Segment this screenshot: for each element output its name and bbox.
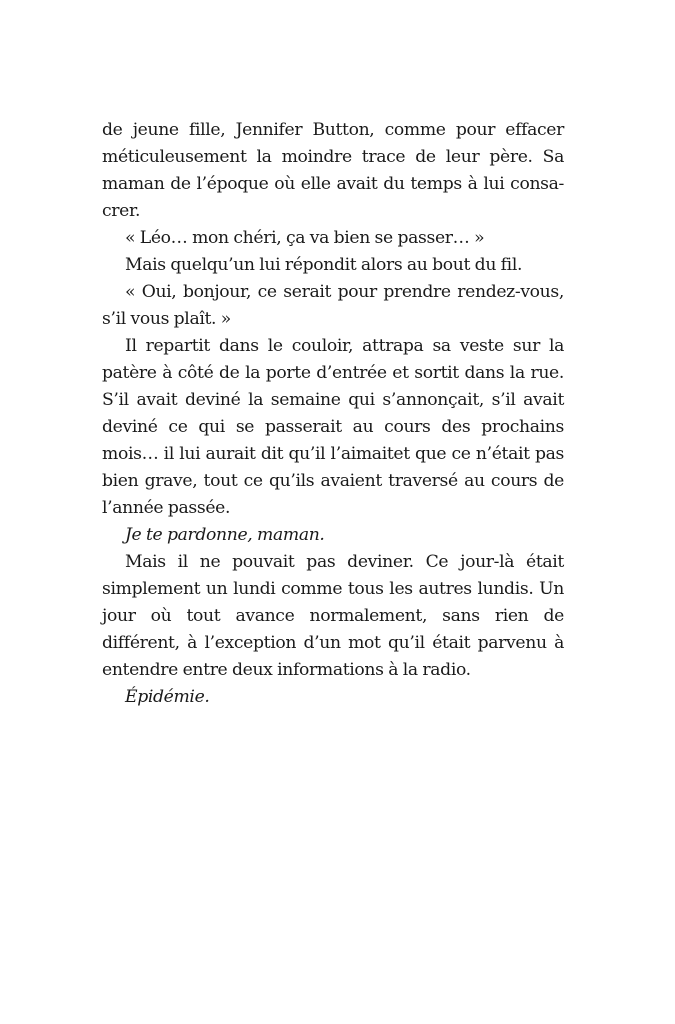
book-page-text bbox=[102, 117, 564, 711]
paragraph-dialogue-leo: « Léo… mon chéri, ça va bien se passer… » bbox=[125, 228, 485, 248]
paragraph-continuation: de jeune fille, Jennifer Button, comme pour effacer méticuleusement la moindre trace de leur père. Sa maman de l’époque où elle avait du temps à lui consa-crer. bbox=[102, 120, 564, 221]
paragraph-italic-epidemic bbox=[102, 684, 564, 711]
italic-text: Je te pardonne, maman. bbox=[125, 525, 325, 545]
paragraph-monday: Mais il ne pouvait pas deviner. Ce jour-là était simplement un lundi comme tous les autres lundis. Un jour où tout avance normalement, sans rien de différent, à l’exception d’un mot qu’il était parvenu à entendre entre deux informations à la radio. bbox=[102, 552, 564, 680]
paragraph-dialogue-appointment: « Oui, bonjour, ce serait pour prendre rendez-vous, s’il vous plaît. » bbox=[102, 282, 564, 329]
paragraph-italic-forgive bbox=[102, 522, 564, 549]
paragraph-phone-answer: Mais quelqu’un lui répondit alors au bout du fil. bbox=[125, 255, 523, 275]
italic-text: Épidémie. bbox=[125, 687, 210, 707]
paragraph-corridor: Il repartit dans le couloir, attrapa sa veste sur la patère à côté de la porte d’entrée et sortit dans la rue. S’il avait deviné la semaine qui s’annonçait, s’il avait deviné ce qui se passerait au cours des prochains mois… il lui aurait dit qu’il l’aimaitet que ce n’était pas bien grave, tout ce qu’ils avaient traversé au cours de l’année passée. bbox=[102, 336, 564, 518]
